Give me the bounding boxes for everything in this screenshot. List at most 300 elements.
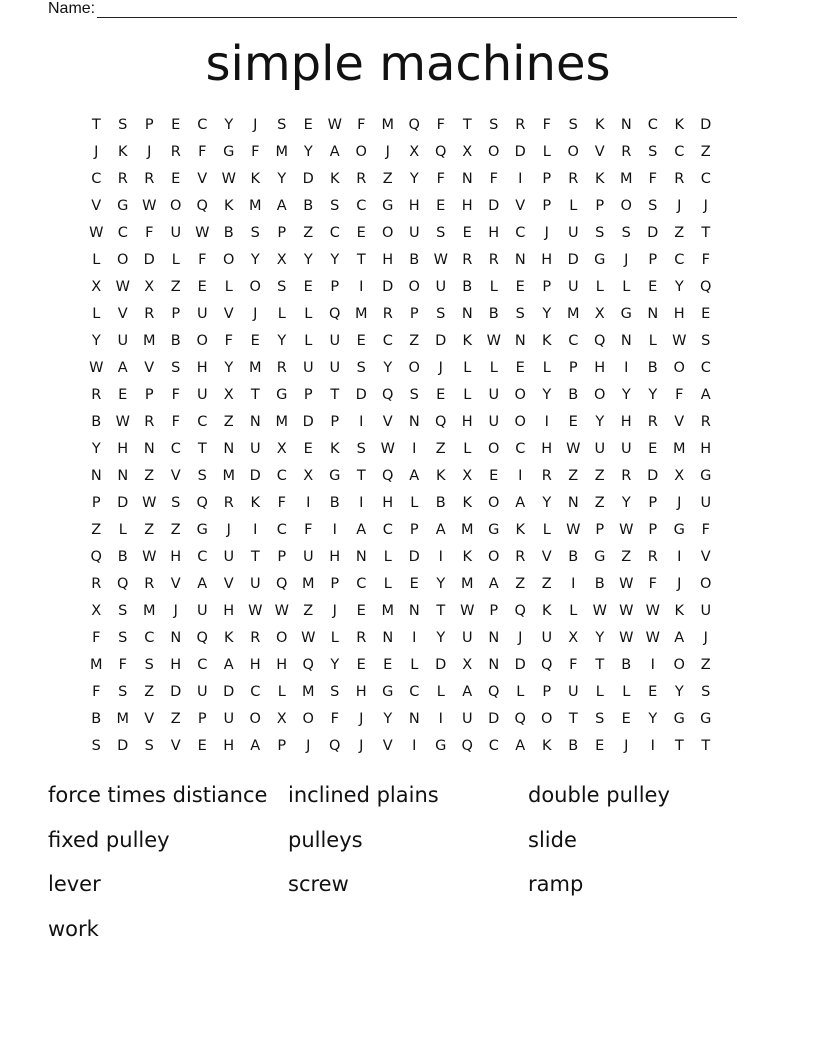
grid-letter[interactable]: F xyxy=(489,170,498,187)
grid-letter[interactable]: G xyxy=(117,197,129,214)
grid-letter[interactable]: U xyxy=(488,413,500,430)
grid-letter[interactable]: K xyxy=(541,332,552,349)
grid-letter[interactable]: C xyxy=(700,170,711,187)
grid-letter[interactable]: H xyxy=(329,548,341,565)
grid-letter[interactable]: V xyxy=(170,575,181,592)
grid-letter[interactable]: F xyxy=(436,116,445,133)
grid-letter[interactable]: S xyxy=(118,602,128,619)
grid-letter[interactable]: P xyxy=(277,548,287,565)
grid-letter[interactable]: T xyxy=(568,710,578,727)
grid-letter[interactable]: N xyxy=(170,629,182,646)
grid-letter[interactable]: T xyxy=(91,116,101,133)
grid-letter[interactable]: O xyxy=(170,197,182,214)
grid-letter[interactable]: O xyxy=(223,251,235,268)
grid-letter[interactable]: K xyxy=(250,170,260,187)
grid-letter[interactable]: J xyxy=(173,602,178,619)
grid-letter[interactable]: L xyxy=(330,629,339,646)
grid-letter[interactable]: C xyxy=(488,737,499,754)
grid-letter[interactable]: V xyxy=(382,413,393,430)
grid-letter[interactable]: Z xyxy=(303,224,314,241)
grid-letter[interactable]: G xyxy=(223,143,235,160)
grid-letter[interactable]: D xyxy=(700,116,712,133)
grid-letter[interactable]: B xyxy=(329,494,340,511)
grid-letter[interactable]: A xyxy=(329,143,340,160)
grid-letter[interactable]: P xyxy=(409,305,419,322)
grid-letter[interactable]: O xyxy=(408,278,420,295)
grid-letter[interactable]: V xyxy=(515,197,526,214)
grid-letter[interactable]: R xyxy=(462,251,473,268)
grid-letter[interactable]: E xyxy=(648,683,658,700)
grid-letter[interactable]: X xyxy=(674,467,685,484)
grid-letter[interactable]: Y xyxy=(409,170,419,187)
grid-letter[interactable]: R xyxy=(91,575,102,592)
grid-letter[interactable]: Q xyxy=(514,602,526,619)
grid-letter[interactable]: R xyxy=(144,413,155,430)
grid-letter[interactable]: D xyxy=(382,278,394,295)
grid-letter[interactable]: S xyxy=(436,224,446,241)
grid-letter[interactable]: W xyxy=(89,359,104,376)
grid-letter[interactable]: D xyxy=(355,386,367,403)
grid-letter[interactable]: H xyxy=(620,413,632,430)
grid-letter[interactable]: C xyxy=(144,629,155,646)
grid-letter[interactable]: E xyxy=(356,656,366,673)
grid-letter[interactable]: C xyxy=(382,332,393,349)
grid-letter[interactable]: M xyxy=(381,602,394,619)
grid-letter[interactable]: L xyxy=(463,440,472,457)
grid-letter[interactable]: U xyxy=(567,683,579,700)
grid-letter[interactable]: Y xyxy=(436,629,446,646)
grid-letter[interactable]: C xyxy=(91,170,102,187)
grid-letter[interactable]: V xyxy=(197,170,208,187)
grid-letter[interactable]: E xyxy=(568,413,578,430)
grid-letter[interactable]: U xyxy=(488,386,500,403)
grid-letter[interactable]: N xyxy=(408,710,420,727)
grid-letter[interactable]: R xyxy=(647,413,658,430)
grid-letter[interactable]: F xyxy=(357,116,366,133)
grid-letter[interactable]: U xyxy=(302,548,314,565)
grid-letter[interactable]: U xyxy=(196,305,208,322)
grid-letter[interactable]: N xyxy=(514,332,526,349)
grid-letter[interactable]: D xyxy=(117,494,129,511)
grid-letter[interactable]: C xyxy=(382,521,393,538)
grid-letter[interactable]: O xyxy=(276,629,288,646)
grid-letter[interactable]: L xyxy=(410,656,419,673)
grid-letter[interactable]: U xyxy=(700,494,712,511)
grid-letter[interactable]: N xyxy=(223,440,235,457)
grid-letter[interactable]: S xyxy=(277,116,287,133)
grid-letter[interactable]: O xyxy=(620,197,632,214)
grid-letter[interactable]: S xyxy=(356,359,366,376)
grid-letter[interactable]: M xyxy=(460,575,474,592)
grid-letter[interactable]: Z xyxy=(568,467,579,484)
grid-letter[interactable]: Z xyxy=(594,494,605,511)
grid-letter[interactable]: P xyxy=(568,359,578,376)
grid-letter[interactable]: L xyxy=(489,359,498,376)
grid-letter[interactable]: L xyxy=(277,305,286,322)
grid-letter[interactable]: Y xyxy=(674,683,684,700)
grid-letter[interactable]: E xyxy=(303,278,313,295)
grid-letter[interactable]: Y xyxy=(250,251,260,268)
grid-letter[interactable]: N xyxy=(620,116,632,133)
grid-letter[interactable]: Z xyxy=(91,521,102,538)
grid-letter[interactable]: C xyxy=(197,116,208,133)
grid-letter[interactable]: J xyxy=(677,575,682,592)
grid-letter[interactable]: U xyxy=(567,278,579,295)
grid-letter[interactable]: R xyxy=(250,629,261,646)
grid-letter[interactable]: S xyxy=(144,737,154,754)
grid-letter[interactable]: P xyxy=(542,683,552,700)
grid-letter[interactable]: C xyxy=(409,683,420,700)
grid-letter[interactable]: S xyxy=(701,683,711,700)
grid-letter[interactable]: H xyxy=(700,440,712,457)
grid-letter[interactable]: T xyxy=(356,467,366,484)
grid-letter[interactable]: S xyxy=(118,683,128,700)
grid-letter[interactable]: A xyxy=(197,575,208,592)
grid-letter[interactable]: W xyxy=(619,521,634,538)
grid-letter[interactable]: S xyxy=(356,440,366,457)
grid-letter[interactable]: A xyxy=(700,386,711,403)
grid-letter[interactable]: N xyxy=(647,305,659,322)
grid-letter[interactable]: Y xyxy=(542,386,552,403)
grid-letter[interactable]: L xyxy=(92,251,101,268)
grid-letter[interactable]: U xyxy=(408,224,420,241)
grid-letter[interactable]: J xyxy=(385,143,390,160)
grid-letter[interactable]: Y xyxy=(330,656,340,673)
grid-letter[interactable]: S xyxy=(515,305,525,322)
grid-letter[interactable]: Z xyxy=(515,575,526,592)
grid-letter[interactable]: P xyxy=(542,278,552,295)
grid-letter[interactable]: J xyxy=(703,197,708,214)
grid-letter[interactable]: O xyxy=(488,548,500,565)
grid-letter[interactable]: C xyxy=(329,224,340,241)
grid-letter[interactable]: B xyxy=(435,494,446,511)
grid-letter[interactable]: E xyxy=(118,386,128,403)
grid-letter[interactable]: Q xyxy=(541,656,553,673)
grid-letter[interactable]: R xyxy=(223,494,234,511)
grid-letter[interactable]: H xyxy=(196,359,208,376)
grid-letter[interactable]: D xyxy=(488,710,500,727)
grid-letter[interactable]: T xyxy=(330,386,340,403)
grid-letter[interactable]: A xyxy=(356,521,367,538)
grid-letter[interactable]: L xyxy=(304,332,313,349)
grid-letter[interactable]: P xyxy=(595,197,605,214)
grid-letter[interactable]: W xyxy=(645,602,660,619)
grid-letter[interactable]: L xyxy=(542,521,551,538)
grid-letter[interactable]: E xyxy=(515,359,525,376)
grid-letter[interactable]: E xyxy=(701,305,711,322)
grid-letter[interactable]: U xyxy=(594,440,606,457)
grid-letter[interactable]: W xyxy=(327,116,342,133)
grid-letter[interactable]: W xyxy=(142,548,157,565)
grid-letter[interactable]: W xyxy=(274,602,289,619)
grid-letter[interactable]: R xyxy=(488,251,499,268)
grid-letter[interactable]: F xyxy=(304,521,313,538)
grid-letter[interactable]: F xyxy=(542,116,551,133)
grid-letter[interactable]: I xyxy=(571,575,576,592)
grid-letter[interactable]: K xyxy=(515,521,525,538)
grid-letter[interactable]: A xyxy=(250,737,261,754)
grid-letter[interactable]: K xyxy=(462,548,472,565)
grid-letter[interactable]: L xyxy=(489,278,498,295)
grid-letter[interactable]: H xyxy=(355,683,367,700)
grid-letter[interactable]: Q xyxy=(302,656,314,673)
grid-letter[interactable]: C xyxy=(197,413,208,430)
grid-letter[interactable]: Q xyxy=(276,575,288,592)
grid-letter[interactable]: H xyxy=(408,197,420,214)
grid-letter[interactable]: L xyxy=(595,683,604,700)
grid-letter[interactable]: I xyxy=(624,359,629,376)
grid-letter[interactable]: B xyxy=(117,548,128,565)
grid-letter[interactable]: O xyxy=(249,710,261,727)
grid-letter[interactable]: D xyxy=(435,332,447,349)
grid-letter[interactable]: R xyxy=(700,413,711,430)
grid-letter[interactable]: Y xyxy=(224,359,234,376)
grid-letter[interactable]: N xyxy=(382,629,394,646)
grid-letter[interactable]: M xyxy=(301,575,315,592)
grid-letter[interactable]: F xyxy=(277,494,286,511)
grid-letter[interactable]: O xyxy=(541,710,553,727)
grid-letter[interactable]: F xyxy=(198,143,207,160)
grid-letter[interactable]: V xyxy=(541,548,552,565)
grid-letter[interactable]: W xyxy=(460,602,475,619)
grid-letter[interactable]: U xyxy=(196,683,208,700)
grid-letter[interactable]: H xyxy=(594,359,606,376)
grid-letter[interactable]: J xyxy=(703,629,708,646)
grid-letter[interactable]: J xyxy=(544,224,549,241)
grid-letter[interactable]: Z xyxy=(700,143,711,160)
grid-letter[interactable]: N xyxy=(355,548,367,565)
grid-letter[interactable]: O xyxy=(514,386,526,403)
grid-letter[interactable]: L xyxy=(622,683,631,700)
grid-letter[interactable]: O xyxy=(488,143,500,160)
grid-letter[interactable]: L xyxy=(436,683,445,700)
grid-letter[interactable]: M xyxy=(222,467,235,484)
grid-letter[interactable]: E xyxy=(383,656,393,673)
grid-letter[interactable]: G xyxy=(488,521,500,538)
grid-letter[interactable]: R xyxy=(647,548,658,565)
grid-letter[interactable]: O xyxy=(196,332,208,349)
grid-letter[interactable]: L xyxy=(171,251,180,268)
grid-letter[interactable]: Q xyxy=(329,737,341,754)
grid-letter[interactable]: J xyxy=(518,629,523,646)
grid-letter[interactable]: K xyxy=(250,494,260,511)
grid-letter[interactable]: L xyxy=(595,278,604,295)
grid-letter[interactable]: J xyxy=(359,710,364,727)
grid-letter[interactable]: A xyxy=(462,683,473,700)
grid-letter[interactable]: E xyxy=(303,116,313,133)
grid-letter[interactable]: S xyxy=(595,710,605,727)
grid-letter[interactable]: W xyxy=(619,629,634,646)
grid-letter[interactable]: Y xyxy=(330,251,340,268)
grid-letter[interactable]: V xyxy=(117,305,128,322)
grid-letter[interactable]: Q xyxy=(594,332,606,349)
grid-letter[interactable]: H xyxy=(117,440,129,457)
grid-letter[interactable]: I xyxy=(253,521,258,538)
grid-letter[interactable]: S xyxy=(595,224,605,241)
grid-letter[interactable]: N xyxy=(408,413,420,430)
grid-letter[interactable]: P xyxy=(648,521,658,538)
grid-letter[interactable]: Y xyxy=(648,710,658,727)
grid-letter[interactable]: F xyxy=(701,521,710,538)
grid-letter[interactable]: A xyxy=(515,737,526,754)
grid-letter[interactable]: M xyxy=(248,197,262,214)
grid-letter[interactable]: V xyxy=(170,467,181,484)
grid-letter[interactable]: R xyxy=(117,170,128,187)
grid-letter[interactable]: X xyxy=(276,440,287,457)
grid-letter[interactable]: I xyxy=(359,278,364,295)
grid-letter[interactable]: Z xyxy=(435,440,446,457)
grid-letter[interactable]: L xyxy=(92,305,101,322)
grid-letter[interactable]: T xyxy=(595,656,605,673)
grid-letter[interactable]: V xyxy=(91,197,102,214)
grid-letter[interactable]: A xyxy=(488,575,499,592)
grid-letter[interactable]: X xyxy=(91,278,102,295)
grid-letter[interactable]: Q xyxy=(196,494,208,511)
grid-letter[interactable]: E xyxy=(356,602,366,619)
grid-letter[interactable]: Y xyxy=(621,494,631,511)
grid-letter[interactable]: W xyxy=(380,440,395,457)
grid-letter[interactable]: Q xyxy=(329,305,341,322)
grid-letter[interactable]: U xyxy=(249,575,261,592)
grid-letter[interactable]: K xyxy=(594,170,605,187)
grid-letter[interactable]: W xyxy=(566,440,581,457)
grid-letter[interactable]: A xyxy=(223,656,234,673)
grid-letter[interactable]: V xyxy=(223,575,234,592)
grid-letter[interactable]: P xyxy=(144,386,154,403)
grid-letter[interactable]: U xyxy=(435,278,447,295)
grid-letter[interactable]: Z xyxy=(144,683,155,700)
grid-letter[interactable]: W xyxy=(142,197,157,214)
grid-letter[interactable]: N xyxy=(90,467,102,484)
grid-letter[interactable]: N xyxy=(514,251,526,268)
grid-letter[interactable]: X xyxy=(462,656,473,673)
grid-letter[interactable]: Q xyxy=(382,386,394,403)
grid-letter[interactable]: L xyxy=(542,359,551,376)
grid-letter[interactable]: L xyxy=(542,143,551,160)
grid-letter[interactable]: G xyxy=(620,305,632,322)
grid-letter[interactable]: L xyxy=(463,386,472,403)
grid-letter[interactable]: U xyxy=(329,332,341,349)
grid-letter[interactable]: Q xyxy=(435,143,447,160)
grid-letter[interactable]: F xyxy=(436,170,445,187)
grid-letter[interactable]: T xyxy=(356,251,366,268)
grid-letter[interactable]: P xyxy=(330,575,340,592)
grid-letter[interactable]: J xyxy=(253,305,258,322)
grid-letter[interactable]: D xyxy=(567,251,579,268)
grid-letter[interactable]: P xyxy=(197,710,207,727)
grid-letter[interactable]: N xyxy=(143,440,155,457)
grid-letter[interactable]: X xyxy=(144,278,155,295)
grid-letter[interactable]: U xyxy=(461,710,473,727)
grid-letter[interactable]: E xyxy=(356,224,366,241)
grid-letter[interactable]: M xyxy=(142,602,156,619)
grid-letter[interactable]: D xyxy=(223,683,235,700)
grid-letter[interactable]: U xyxy=(223,710,235,727)
grid-letter[interactable]: F xyxy=(251,143,260,160)
grid-letter[interactable]: V xyxy=(382,737,393,754)
grid-letter[interactable]: G xyxy=(382,197,394,214)
grid-letter[interactable]: E xyxy=(171,170,181,187)
grid-letter[interactable]: O xyxy=(117,251,129,268)
grid-letter[interactable]: T xyxy=(250,548,260,565)
grid-letter[interactable]: Y xyxy=(595,413,605,430)
grid-letter[interactable]: M xyxy=(354,305,368,322)
grid-letter[interactable]: Y xyxy=(303,143,313,160)
name-underline[interactable] xyxy=(97,3,737,18)
grid-letter[interactable]: D xyxy=(249,467,261,484)
grid-letter[interactable]: V xyxy=(170,737,181,754)
grid-letter[interactable]: S xyxy=(330,683,340,700)
grid-letter[interactable]: M xyxy=(275,413,288,430)
grid-letter[interactable]: X xyxy=(594,305,605,322)
grid-letter[interactable]: D xyxy=(514,143,526,160)
grid-letter[interactable]: H xyxy=(249,656,261,673)
grid-letter[interactable]: A xyxy=(515,494,526,511)
grid-letter[interactable]: S xyxy=(489,116,499,133)
grid-letter[interactable]: Y xyxy=(621,386,631,403)
grid-letter[interactable]: I xyxy=(518,170,523,187)
grid-letter[interactable]: E xyxy=(436,386,446,403)
grid-letter[interactable]: N xyxy=(249,413,261,430)
grid-letter[interactable]: O xyxy=(488,494,500,511)
grid-letter[interactable]: R xyxy=(356,629,367,646)
grid-letter[interactable]: F xyxy=(118,656,127,673)
grid-letter[interactable]: W xyxy=(195,224,210,241)
grid-letter[interactable]: O xyxy=(673,656,685,673)
grid-letter[interactable]: U xyxy=(196,386,208,403)
grid-letter[interactable]: Q xyxy=(382,467,394,484)
grid-letter[interactable]: Q xyxy=(461,737,473,754)
grid-letter[interactable]: B xyxy=(223,224,234,241)
grid-letter[interactable]: Q xyxy=(408,116,420,133)
grid-letter[interactable]: S xyxy=(330,197,340,214)
grid-letter[interactable]: R xyxy=(621,143,632,160)
grid-letter[interactable]: Z xyxy=(409,332,420,349)
grid-letter[interactable]: M xyxy=(619,170,633,187)
grid-letter[interactable]: F xyxy=(145,224,154,241)
grid-letter[interactable]: F xyxy=(701,251,710,268)
grid-letter[interactable]: O xyxy=(488,440,500,457)
grid-letter[interactable]: S xyxy=(409,386,419,403)
grid-letter[interactable]: J xyxy=(306,737,311,754)
grid-letter[interactable]: D xyxy=(514,656,526,673)
grid-letter[interactable]: A xyxy=(409,467,420,484)
grid-letter[interactable]: G xyxy=(594,251,606,268)
grid-letter[interactable]: D xyxy=(117,737,129,754)
grid-letter[interactable]: X xyxy=(223,386,234,403)
grid-letter[interactable]: O xyxy=(302,710,314,727)
grid-letter[interactable]: O xyxy=(700,575,712,592)
grid-letter[interactable]: P xyxy=(330,413,340,430)
grid-letter[interactable]: C xyxy=(700,359,711,376)
grid-letter[interactable]: R xyxy=(382,305,393,322)
grid-letter[interactable]: W xyxy=(672,332,687,349)
grid-letter[interactable]: C xyxy=(250,683,261,700)
grid-letter[interactable]: T xyxy=(197,440,207,457)
grid-letter[interactable]: O xyxy=(594,386,606,403)
grid-letter[interactable]: C xyxy=(515,224,526,241)
grid-letter[interactable]: W xyxy=(248,602,263,619)
grid-letter[interactable]: L xyxy=(516,683,525,700)
grid-letter[interactable]: E xyxy=(462,224,472,241)
grid-letter[interactable]: Y xyxy=(277,170,287,187)
grid-letter[interactable]: K xyxy=(117,143,128,160)
grid-letter[interactable]: L xyxy=(463,359,472,376)
grid-letter[interactable]: I xyxy=(412,629,417,646)
grid-letter[interactable]: C xyxy=(117,224,128,241)
grid-letter[interactable]: N xyxy=(408,602,420,619)
grid-letter[interactable]: K xyxy=(462,494,472,511)
